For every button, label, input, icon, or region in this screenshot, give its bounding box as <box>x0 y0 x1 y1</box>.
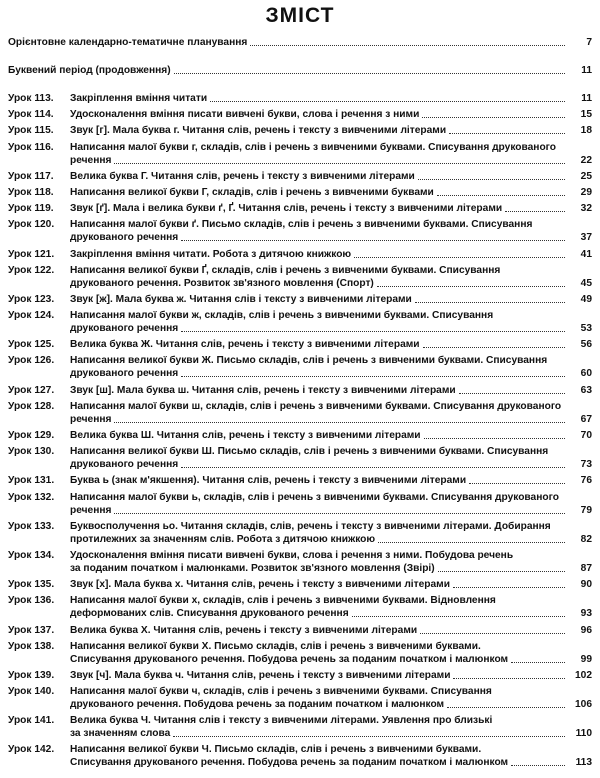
lesson-number: Урок 121. <box>8 248 55 260</box>
dot-leader <box>469 474 565 484</box>
dot-leader <box>210 92 565 102</box>
toc-entry-text: речення <box>70 504 112 516</box>
lesson-number: Урок 125. <box>8 339 55 351</box>
dot-leader <box>250 36 565 46</box>
lesson-number: Урок 124. <box>8 310 55 322</box>
page-number: 49 <box>580 293 592 305</box>
lesson-number: Урок 142. <box>8 744 55 756</box>
page-number: 53 <box>580 323 592 335</box>
lesson-number: Урок 128. <box>8 400 55 412</box>
page-number: 76 <box>580 475 592 487</box>
toc-entry <box>8 714 592 740</box>
page-number: 18 <box>580 125 592 137</box>
dot-leader <box>114 504 565 514</box>
toc-entry <box>8 186 592 199</box>
toc-entry-text: Звук [ґ]. Мала і велика букви ґ, Ґ. Читання слів, речень і тексту з вивченими літерами <box>70 203 503 215</box>
page-number: 7 <box>586 37 592 48</box>
page-number: 90 <box>580 579 592 591</box>
toc-entry <box>8 491 592 517</box>
toc-entry-text: Написання малої букви ь, складів, слів і речень з вивченими буквами. Списування друкованого <box>70 491 559 503</box>
toc-entry <box>8 549 592 575</box>
dot-leader <box>418 170 565 180</box>
toc-entry-text: Буква ь (знак м'якшення). Читання слів, речень і тексту з вивченими літерами <box>70 475 467 487</box>
page-number: 106 <box>575 699 592 711</box>
toc-entry <box>8 170 592 183</box>
toc-entry-text: Закріплення вміння читати. Робота з дитячою книжкою <box>70 248 352 260</box>
toc-entry-text: речення <box>70 413 112 425</box>
page-number: 87 <box>580 562 592 574</box>
lesson-number: Урок 137. <box>8 624 55 636</box>
lesson-number: Урок 132. <box>8 491 55 503</box>
dot-leader <box>174 64 565 74</box>
dot-leader <box>511 653 565 663</box>
toc-entry-text: речення <box>70 154 112 166</box>
toc-entry <box>8 108 592 121</box>
toc-entry <box>8 124 592 137</box>
toc-entry-text: Велика буква Ш. Читання слів, речень і тексту з вивченими літерами <box>70 430 421 441</box>
toc-entry-text: Звук [г]. Мала буква г. Читання слів, речень і тексту з вивченими літерами <box>70 125 447 137</box>
toc-entry-text: Звук [ч]. Мала буква ч. Читання слів, речень і тексту з вивченими літерами <box>70 669 451 681</box>
page-number: 41 <box>580 248 592 260</box>
toc-entry-text: Списування друкованого речення. Побудова речень за поданим початком і малюнком <box>70 653 509 665</box>
toc-entry-text: Велика буква Ч. Читання слів і тексту з вивченими літерами. Уявлення про близькі <box>70 715 493 727</box>
dot-leader <box>453 669 565 679</box>
lesson-number: Урок 114. <box>8 109 54 121</box>
toc-entry-text: за поданим початком і малюнками. Розвиток зв'язного мовлення (Звірі) <box>70 562 435 574</box>
page-number: 113 <box>575 757 592 769</box>
lesson-number: Урок 129. <box>8 430 55 441</box>
dot-leader <box>437 186 565 196</box>
toc-entry-text: Звук [ш]. Мала буква ш. Читання слів, речень і тексту з вивченими літерами <box>70 384 456 396</box>
lesson-number: Урок 119. <box>8 203 54 215</box>
dot-leader <box>438 562 565 572</box>
toc-entry-text: Списування друкованого речення. Побудова речень за поданим початком і малюнком <box>70 757 509 769</box>
dot-leader <box>424 429 565 439</box>
page-number: 22 <box>580 154 592 166</box>
dot-leader <box>423 338 565 348</box>
dot-leader <box>181 231 565 241</box>
toc-entry-text: протилежних за значенням слів. Робота з дитячою книжкою <box>70 533 376 545</box>
toc-entry <box>8 429 592 442</box>
toc-entry <box>8 743 592 769</box>
lesson-number: Урок 136. <box>8 595 55 607</box>
page-number: 32 <box>580 203 592 215</box>
dot-leader <box>453 578 565 588</box>
toc-entry-text: друкованого речення <box>70 232 179 244</box>
toc-entry-text: Написання малої букви ш, складів, слів і речень з вивченими буквами. Списування друкованого <box>70 400 562 412</box>
page-number: 73 <box>580 459 592 471</box>
toc-entry-text: Велика буква Ж. Читання слів, речень і тексту з вивченими літерами <box>70 339 420 351</box>
dot-leader <box>114 413 565 423</box>
toc-entry-text: Звук [х]. Мала буква х. Читання слів, речень і тексту з вивченими літерами <box>70 579 450 591</box>
page-number: 82 <box>580 533 592 545</box>
toc-entry-text: Буквосполучення ьо. Читання складів, слів, речень і тексту з вивченими літерами. Добирання <box>70 520 551 532</box>
toc-entry <box>8 218 592 244</box>
toc-entry-text: Велика буква Г. Читання слів, речень і тексту з вивченими літерами <box>70 170 415 182</box>
lesson-number: Урок 141. <box>8 715 55 727</box>
toc-entry <box>8 520 592 546</box>
lesson-number: Урок 131. <box>8 475 55 487</box>
lesson-number: Урок 135. <box>8 579 55 591</box>
toc-entry-text: Написання малої букви ж, складів, слів і речень з вивченими буквами. Списування <box>70 310 494 322</box>
toc-entry-text: Велика буква Х. Читання слів, речень і тексту з вивченими літерами <box>70 624 418 636</box>
toc-entry-text: Удосконалення вміння писати вивчені букви, слова і речення з ними. Побудова речень <box>70 549 514 561</box>
toc-entry-text: Написання великої букви Ш. Письмо складів, слів і речень з вивченими буквами. Списування <box>70 446 549 458</box>
toc-entry <box>8 36 592 49</box>
toc-entry-text: Орієнтовне календарно-тематичне планування <box>8 37 248 48</box>
toc-entry <box>8 309 592 335</box>
lesson-number: Урок 117. <box>8 170 54 182</box>
toc-entry-text: Написання малої букви х, складів, слів і речень з вивченими буквами. Відновлення <box>70 595 496 607</box>
toc-entry <box>8 640 592 666</box>
page-number: 79 <box>580 504 592 516</box>
lesson-number: Урок 126. <box>8 355 55 367</box>
dot-leader <box>449 124 565 134</box>
lesson-number: Урок 139. <box>8 669 55 681</box>
dot-leader <box>422 108 565 118</box>
page-number: 70 <box>580 430 592 441</box>
toc-entry-text: Написання малої букви ч, складів, слів і речень з вивченими буквами. Списування <box>70 686 492 698</box>
toc-entry-text: Написання великої букви Ч. Письмо складів, слів і речень з вивченими буквами. <box>70 744 482 756</box>
dot-leader <box>377 277 565 287</box>
lesson-number: Урок 127. <box>8 384 55 396</box>
page-number: 25 <box>580 170 592 182</box>
dot-leader <box>459 384 565 394</box>
toc-entry <box>8 141 592 167</box>
toc-entry <box>8 669 592 682</box>
page-number: 102 <box>575 669 592 681</box>
page-number: 99 <box>580 653 592 665</box>
dot-leader <box>505 202 565 212</box>
dot-leader <box>181 458 565 468</box>
dot-leader <box>378 533 565 543</box>
dot-leader <box>354 248 565 258</box>
toc-entry-text: деформованих слів. Списування друкованого речення <box>70 608 349 620</box>
page-number: 60 <box>580 368 592 380</box>
toc-entry <box>8 264 592 290</box>
toc-entry <box>8 202 592 215</box>
dot-leader <box>173 727 565 737</box>
toc-entry-text: Написання малої букви г, складів, слів і речень з вивченими буквами. Списування друкованого <box>70 141 557 153</box>
toc-entry-text: Написання великої букви Ґ, складів, слів і речень з вивченими буквами. Списування <box>70 264 501 276</box>
lesson-number: Урок 115. <box>8 125 54 137</box>
toc-entry <box>8 64 592 77</box>
page-number: 15 <box>580 109 592 121</box>
toc-entry <box>8 624 592 637</box>
toc-entry <box>8 474 592 487</box>
toc-entry <box>8 248 592 261</box>
lesson-number: Урок 116. <box>8 141 54 153</box>
lesson-number: Урок 140. <box>8 686 55 698</box>
page-number: 37 <box>580 232 592 244</box>
toc-entry-text: Буквений період (продовження) <box>8 65 171 76</box>
lesson-number: Урок 122. <box>8 264 55 276</box>
toc-entry-text: Написання малої букви ґ. Письмо складів, слів і речень з вивченими буквами. Списування <box>70 219 533 231</box>
toc-entry <box>8 445 592 471</box>
toc-entry-text: друкованого речення <box>70 368 179 380</box>
toc-entry <box>8 400 592 426</box>
page-number: 67 <box>580 413 592 425</box>
toc-entry-text: Закріплення вміння читати <box>70 93 208 104</box>
lesson-number: Урок 120. <box>8 219 55 231</box>
lesson-number: Урок 123. <box>8 293 55 305</box>
toc-entry <box>8 685 592 711</box>
toc-entry <box>8 338 592 351</box>
lesson-number: Урок 130. <box>8 446 55 458</box>
lesson-number: Урок 113. <box>8 93 54 104</box>
page-number: 110 <box>575 728 592 740</box>
toc-entry <box>8 354 592 380</box>
dot-leader <box>447 698 565 708</box>
dot-leader <box>420 624 565 634</box>
dot-leader <box>181 322 565 332</box>
lesson-number: Урок 134. <box>8 549 55 561</box>
page-number: 29 <box>580 186 592 198</box>
toc-entry-text: за значенням слова <box>70 728 171 740</box>
page-number: 96 <box>580 624 592 636</box>
lesson-number: Урок 138. <box>8 640 55 652</box>
page-number: 63 <box>580 384 592 396</box>
toc-entry-text: Звук [ж]. Мала буква ж. Читання слів і тексту з вивченими літерами <box>70 293 412 305</box>
dot-leader <box>352 607 565 617</box>
toc-entry-text: Удосконалення вміння писати вивчені букви, слова і речення з ними <box>70 109 420 121</box>
page-number: 11 <box>581 65 592 76</box>
dot-leader <box>114 154 565 164</box>
toc-entry-text: друкованого речення. Розвиток зв'язного мовлення (Спорт) <box>70 277 374 289</box>
toc-entry-text: друкованого речення. Побудова речень за поданим початком і малюнком <box>70 699 445 711</box>
dot-leader <box>415 293 565 303</box>
dot-leader <box>511 756 565 766</box>
toc-entry-text: Написання великої букви Х. Письмо складів, слів і речень з вивченими буквами. <box>70 640 481 652</box>
page-title: ЗМІСТ <box>265 4 335 27</box>
toc-entry <box>8 293 592 306</box>
lesson-number: Урок 133. <box>8 520 55 532</box>
toc-entry-text: друкованого речення <box>70 323 179 335</box>
table-of-contents <box>8 36 592 773</box>
toc-entry <box>8 594 592 620</box>
dot-leader <box>181 367 565 377</box>
page-number: 93 <box>580 608 592 620</box>
page-number: 11 <box>581 93 592 104</box>
page-number: 45 <box>580 277 592 289</box>
toc-entry <box>8 92 592 105</box>
page-number: 56 <box>580 339 592 351</box>
lesson-number: Урок 118. <box>8 186 54 198</box>
toc-entry <box>8 578 592 591</box>
toc-entry-text: друкованого речення <box>70 459 179 471</box>
toc-entry-text: Написання великої букви Ж. Письмо складів, слів і речень з вивченими буквами. Списування <box>70 355 548 367</box>
toc-entry <box>8 384 592 397</box>
toc-entry-text: Написання великої букви Г, складів, слів і речень з вивченими буквами <box>70 186 434 198</box>
